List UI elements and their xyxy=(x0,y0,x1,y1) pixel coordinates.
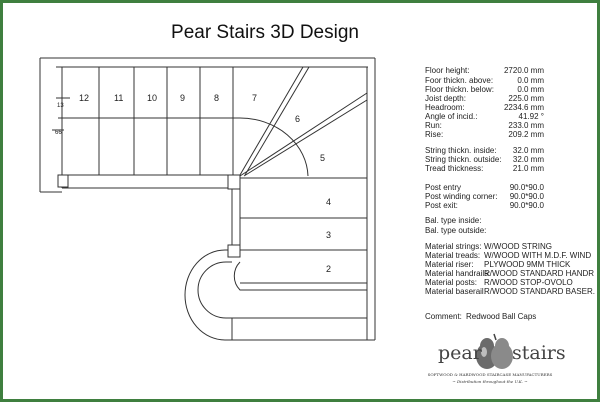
material-value: PLYWOOD 9MM THICK xyxy=(484,260,571,269)
material-label: Material treads: xyxy=(425,251,481,260)
material-label: Material riser: xyxy=(425,260,474,269)
spec-value: 41.92 ° xyxy=(518,112,544,121)
spec-value: 90.0*90.0 xyxy=(509,201,544,210)
post-entry xyxy=(228,245,240,257)
logo-word-pear: pear xyxy=(438,342,482,364)
logo-word-stairs: stairs xyxy=(512,342,566,364)
winder-6b xyxy=(244,100,367,176)
spec-value: 21.0 mm xyxy=(512,164,544,173)
spec-label: Tread thickness: xyxy=(425,164,484,173)
spec-label: Bal. type inside: xyxy=(425,216,482,225)
tread-label-7: 7 xyxy=(252,93,258,103)
tread-label-6: 6 xyxy=(295,114,301,124)
page-title: Pear Stairs 3D Design xyxy=(171,22,359,43)
material-label: Material baserail: xyxy=(425,287,486,296)
spec-label: String thickn. outside: xyxy=(425,155,502,164)
spec-label: String thickn. inside: xyxy=(425,146,497,155)
spec-value: 233.0 mm xyxy=(508,121,544,130)
material-label: Material strings: xyxy=(425,242,482,251)
tread-label-8: 8 xyxy=(214,93,220,103)
spec-value: 2234.6 mm xyxy=(503,103,544,112)
spec-value: 90.0*90.0 xyxy=(509,192,544,201)
dimension-label-66: 66 xyxy=(55,130,62,136)
spec-label: Floor thickn. below: xyxy=(425,85,494,94)
spec-value: 32.0 mm xyxy=(512,155,544,164)
spec-value: 0.0 mm xyxy=(517,85,544,94)
spec-label: Post exit: xyxy=(425,201,458,210)
spec-value: 90.0*90.0 xyxy=(509,183,544,192)
winder-6 xyxy=(240,93,367,176)
tread-label-10: 10 xyxy=(147,93,158,103)
material-label: Material handrails: xyxy=(425,269,491,278)
tread-label-4: 4 xyxy=(326,197,332,207)
spec-label: Rise: xyxy=(425,130,444,139)
tread-label-3: 3 xyxy=(326,230,332,240)
material-value: W/WOOD STRING xyxy=(484,242,552,251)
bullnose-outer xyxy=(185,250,232,340)
tread-label-5: 5 xyxy=(320,153,326,163)
spec-label: Joist depth: xyxy=(425,94,466,103)
material-value: R/WOOD STANDARD BASER. xyxy=(484,287,595,296)
material-label: Material posts: xyxy=(425,278,478,287)
spec-value: 209.2 mm xyxy=(508,130,544,139)
material-value: R/WOOD STANDARD HANDR xyxy=(484,269,595,278)
bullnose-line xyxy=(234,262,367,290)
post-winding-corner xyxy=(228,175,240,189)
spec-label: Floor height: xyxy=(425,66,470,75)
comment-value: Redwood Ball Caps xyxy=(466,312,537,321)
spec-label: Post winding corner: xyxy=(425,192,498,201)
post-top-left xyxy=(58,175,68,187)
spec-label: Run: xyxy=(425,121,442,130)
tread-label-11: 11 xyxy=(114,93,124,103)
spec-value: 2720.0 mm xyxy=(503,66,544,75)
spec-value: 0.0 mm xyxy=(517,76,544,85)
dimension-label-13: 13 xyxy=(57,103,64,109)
tread-label-2: 2 xyxy=(326,264,332,274)
tread-label-9: 9 xyxy=(180,93,186,103)
spec-label: Headroom: xyxy=(425,103,465,112)
spec-label: Post entry xyxy=(425,183,462,192)
material-value: W/WOOD WITH M.D.F. WIND xyxy=(484,251,592,260)
comment-label: Comment: xyxy=(425,312,462,321)
spec-label: Foor thickn. above: xyxy=(425,76,494,85)
tread-label-12: 12 xyxy=(79,93,90,103)
spec-value: 32.0 mm xyxy=(512,146,544,155)
spec-value: 225.0 mm xyxy=(508,94,544,103)
spec-label: Angle of incid.: xyxy=(425,112,478,121)
logo-tagline: SOFTWOOD & HARDWOOD STAIRCASE MANUFACTURERS xyxy=(427,372,553,377)
logo-subtitle: ~ Distribution throughout the U.K. ~ xyxy=(452,379,528,384)
material-value: R/WOOD STOP-OVOLO xyxy=(484,278,573,287)
spec-label: Bal. type outside: xyxy=(425,226,487,235)
